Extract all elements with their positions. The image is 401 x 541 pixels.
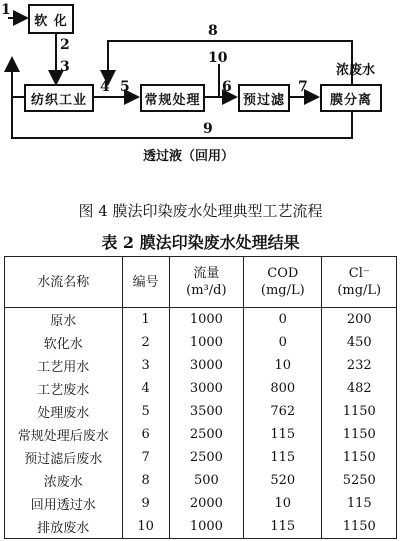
cell-cl: 115: [322, 492, 397, 515]
cell-number: 9: [122, 492, 169, 515]
cell-flow: 2500: [169, 446, 243, 469]
cell-cod: 800: [244, 377, 322, 400]
cell-number: 3: [122, 354, 169, 377]
cell-cod: 0: [244, 331, 322, 354]
cell-name: 排放废水: [5, 515, 123, 539]
cell-name: 工艺用水: [5, 354, 123, 377]
figure-caption: 图 4 膜法印染废水处理典型工艺流程: [78, 202, 323, 220]
softening-box: [28, 4, 74, 34]
textile-industry-box: [24, 84, 94, 112]
membrane-separation-box: [320, 84, 382, 112]
conventional-treatment-label: 常规处理: [144, 92, 201, 108]
cell-cod: 115: [244, 515, 322, 539]
cell-name: 原水: [5, 308, 123, 332]
cell-cod: 520: [244, 469, 322, 492]
cell-name: 常规处理后废水: [5, 423, 123, 446]
table-row: [5, 515, 397, 539]
cell-cod: 10: [244, 492, 322, 515]
conventional-treatment-box: [140, 84, 205, 112]
cell-flow: 500: [169, 469, 243, 492]
cell-flow: 2500: [169, 423, 243, 446]
cell-cl: 1150: [322, 446, 397, 469]
stream-number: 7: [298, 79, 308, 95]
header-name: 水流名称: [5, 257, 123, 308]
cell-name: 工艺废水: [5, 377, 123, 400]
cell-number: 2: [122, 331, 169, 354]
table-row: [5, 400, 397, 423]
cell-flow: 3500: [169, 400, 243, 423]
cell-cl: 5250: [322, 469, 397, 492]
cell-number: 8: [122, 469, 169, 492]
table-title: 表 2 膜法印染废水处理结果: [101, 233, 300, 252]
header-flow: 流量 (m³/d): [169, 257, 243, 308]
table-row: [5, 331, 397, 354]
stream-number: 10: [208, 50, 228, 66]
cell-number: 4: [122, 377, 169, 400]
cell-flow: 3000: [169, 354, 243, 377]
concentrate-label: 浓废水: [336, 63, 376, 78]
table-row: [5, 492, 397, 515]
cell-cl: 200: [322, 308, 397, 332]
cell-name: 预过滤后废水: [5, 446, 123, 469]
softening-label: 软 化: [34, 13, 68, 29]
cell-cod: 0: [244, 308, 322, 332]
cell-cod: 762: [244, 400, 322, 423]
cell-cod: 10: [244, 354, 322, 377]
cell-number: 7: [122, 446, 169, 469]
cell-flow: 1000: [169, 331, 243, 354]
pre-filter-box: [238, 84, 290, 112]
table-row: [5, 308, 397, 332]
pre-filter-label: 预过滤: [242, 92, 285, 108]
cell-name: 浓废水: [5, 469, 123, 492]
cell-number: 1: [122, 308, 169, 332]
table-row: [5, 469, 397, 492]
results-table: [4, 256, 397, 539]
process-flow-diagram: [0, 0, 401, 190]
cell-name: 回用透过水: [5, 492, 123, 515]
stream-number: 3: [60, 59, 70, 75]
cell-flow: 2000: [169, 492, 243, 515]
cell-number: 5: [122, 400, 169, 423]
cell-cl: 482: [322, 377, 397, 400]
header-number: 编号: [122, 257, 169, 308]
cell-flow: 3000: [169, 377, 243, 400]
header-cl: Cl⁻ (mg/L): [322, 257, 397, 308]
table-row: [5, 354, 397, 377]
textile-industry-label: 纺织工业: [30, 92, 87, 108]
stream-number: 2: [60, 37, 70, 53]
cell-name: 处理废水: [5, 400, 123, 423]
cell-name: 软化水: [5, 331, 123, 354]
cell-flow: 1000: [169, 515, 243, 539]
cell-number: 6: [122, 423, 169, 446]
table-header-row: [5, 257, 397, 308]
cell-flow: 1000: [169, 308, 243, 332]
permeate-label: 透过液（回用）: [143, 149, 235, 164]
stream-number: 5: [120, 79, 130, 95]
stream-number: 4: [100, 79, 110, 95]
membrane-separation-label: 膜分离: [329, 92, 372, 108]
cell-cl: 1150: [322, 400, 397, 423]
cell-cl: 450: [322, 331, 397, 354]
cell-cl: 232: [322, 354, 397, 377]
stream-number: 1: [1, 2, 11, 18]
stream-number: 6: [222, 79, 232, 95]
header-cod: COD (mg/L): [244, 257, 322, 308]
cell-cl: 1150: [322, 515, 397, 539]
cell-cod: 115: [244, 446, 322, 469]
table-row: [5, 377, 397, 400]
table-row: [5, 423, 397, 446]
cell-cl: 1150: [322, 423, 397, 446]
stream-number: 9: [203, 121, 213, 137]
stream-number: 8: [208, 23, 218, 39]
cell-cod: 115: [244, 423, 322, 446]
cell-number: 10: [122, 515, 169, 539]
table-row: [5, 446, 397, 469]
